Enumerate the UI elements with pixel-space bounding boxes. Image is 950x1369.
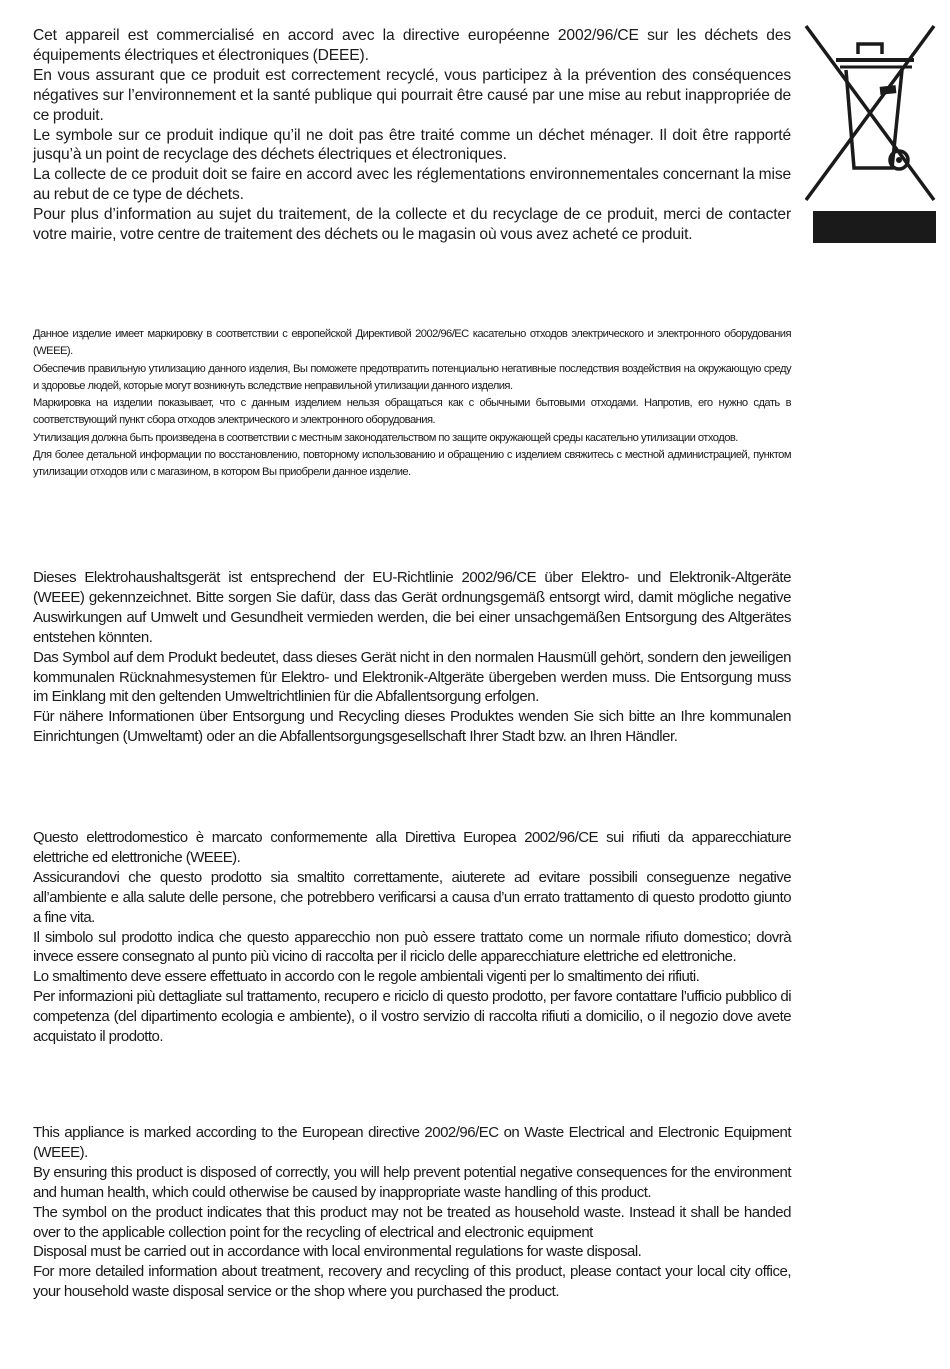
paragraph: By ensuring this product is disposed of correctly, you will help prevent potential negative consequences for the environment and human health, which could otherwise be caused by inappropriate waste handling of this product. bbox=[33, 1163, 791, 1201]
paragraph: Disposal must be carried out in accordance with local environmental regulations for waste disposal. bbox=[33, 1243, 642, 1261]
paragraph: En vous assurant que ce produit est correctement recyclé, vous participez à la prévention des conséquences négatives sur l’environnement et la santé publique qui pourrait être causé par une mise au rebut inappropriée de ce produit. bbox=[33, 66, 791, 124]
paragraph: Per informazioni più dettagliate sul trattamento, recupero e riciclo di questo prodotto, per favore contattare l’ufficio pubblico di competenza (del dipartimento ecologia e ambiente), o il vostro servizio di raccolta rifiuti a domicilio, o il negozio dove avete acquistato il prodotto. bbox=[33, 988, 791, 1046]
paragraph: Pour plus d’information au sujet du traitement, de la collecte et du recyclage de ce produit, merci de contacter votre mairie, votre centre de traitement des déchets ou le magasin où vous avez acheté ce produit. bbox=[33, 206, 791, 244]
paragraph: Для более детальной информации по восстановлению, повторному использованию и обращению с изделием свяжитесь с местной администрацией, пунктом утилизации отходов или с магазином, в котором Вы приобрели данное изделие. bbox=[33, 449, 791, 479]
paragraph: La collecte de ce produit doit se faire en accord avec les réglementations environnementales concernant la mise au rebut de ce type de déchets. bbox=[33, 166, 791, 204]
paragraph: Утилизация должна быть произведена в соответствии с местным законодательством по защите окружающей среды касательно утилизации отходов. bbox=[33, 431, 738, 444]
paragraph: For more detailed information about treatment, recovery and recycling of this product, please contact your local city office, your household waste disposal service or the shop where you purchased the product. bbox=[33, 1263, 791, 1301]
paragraph: The symbol on the product indicates that this product may not be treated as household waste. Instead it shall be handed over to the applicable collection point for the recycling of electrical and electronic equipment bbox=[33, 1203, 791, 1241]
paragraph: Dieses Elektrohaushaltsgerät ist entsprechend der EU-Richtlinie 2002/96/CE über Elektro- und Elektronik-Altgeräte (WEEE) gekennzeichnet. Bitte sorgen Sie dafür, dass das Gerät ordnungsgemäß entsorgt wird, damit mögliche negative Auswirkungen auf Umwelt und Gesundheit vermieden werden, die bei einer unsachgemäßen Entsorgung des Altgerätes entstehen könnten. bbox=[33, 569, 791, 646]
english-section bbox=[33, 1123, 791, 1302]
paragraph: Für nähere Informationen über Entsorgung und Recycling dieses Produktes wenden Sie sich bitte an Ihre kommunalen Einrichtungen (Umweltamt) oder an die Abfallentsorgungsgesellschaft Ihrer Stadt bzw. an Ihren Händler. bbox=[33, 708, 791, 746]
paragraph: Das Symbol auf dem Produkt bedeutet, dass dieses Gerät nicht in den normalen Hausmüll gehört, sondern den jeweiligen kommunalen Rücknahmesystemen für Elektro- und Elektronik-Altgeräte übergeben werden muss. Die Entsorgung muss im Einklang mit den geltenden Umweltrichtlinien für die Abfallentsorgung erfolgen. bbox=[33, 648, 791, 706]
paragraph: Cet appareil est commercialisé en accord avec la directive européenne 2002/96/CE sur les déchets des équipements électriques et électroniques (DEEE). bbox=[33, 27, 791, 64]
paragraph: Questo elettrodomestico è marcato conformemente alla Direttiva Europea 2002/96/CE sui rifiuti da apparecchiature elettriche ed elettroniche (WEEE). bbox=[33, 829, 791, 866]
black-marker-bar bbox=[813, 211, 936, 243]
paragraph: Данное изделие имеет маркировку в соответствии с европейской Директивой 2002/96/ЕС касательно отходов электрического и электронного оборудования (WEEE). bbox=[33, 328, 791, 358]
paragraph: This appliance is marked according to the European directive 2002/96/EC on Waste Electrical and Electronic Equipment (WEEE). bbox=[33, 1124, 791, 1161]
french-section bbox=[33, 26, 791, 245]
crossed-out-wheelie-bin-icon bbox=[800, 20, 940, 206]
paragraph: Обеспечив правильную утилизацию данного изделия, Вы поможете предотвратить потенциально негативные последствия воздействия на окружающую среду и здоровье людей, которые могут возникнуть вследствие неправильной утилизации данного изделия. bbox=[33, 362, 791, 392]
italian-section bbox=[33, 828, 791, 1047]
russian-section bbox=[33, 326, 791, 482]
german-section bbox=[33, 568, 791, 747]
paragraph: Assicurandovi che questo prodotto sia smaltito correttamente, aiuterete ad evitare possibili conseguenze negative all’ambiente e alla salute delle persone, che potrebbero verificarsi a causa d’un errato trattamento di questo prodotto giunto a fine vita. bbox=[33, 868, 791, 926]
paragraph: Lo smaltimento deve essere effettuato in accordo con le regole ambientali vigenti per lo smaltimento dei rifiuti. bbox=[33, 968, 700, 986]
paragraph: Il simbolo sul prodotto indica che questo apparecchio non può essere trattato come un normale rifiuto domestico; dovrà invece essere consegnato al punto più vicino di raccolta per il riciclo delle apparecchiature elettriche ed elettroniche. bbox=[33, 928, 791, 966]
paragraph: Le symbole sur ce produit indique qu’il ne doit pas être traité comme un déchet ménager. Il doit être rapporté jusqu’à un point de recyclage des déchets électriques et électroniques. bbox=[33, 126, 791, 164]
paragraph: Маркировка на изделии показывает, что с данным изделием нельзя обращаться как с обычными бытовыми отходами. Напротив, его нужно сдать в соответствующий пункт сбора отходов электрического и электронного оборудования. bbox=[33, 397, 791, 427]
